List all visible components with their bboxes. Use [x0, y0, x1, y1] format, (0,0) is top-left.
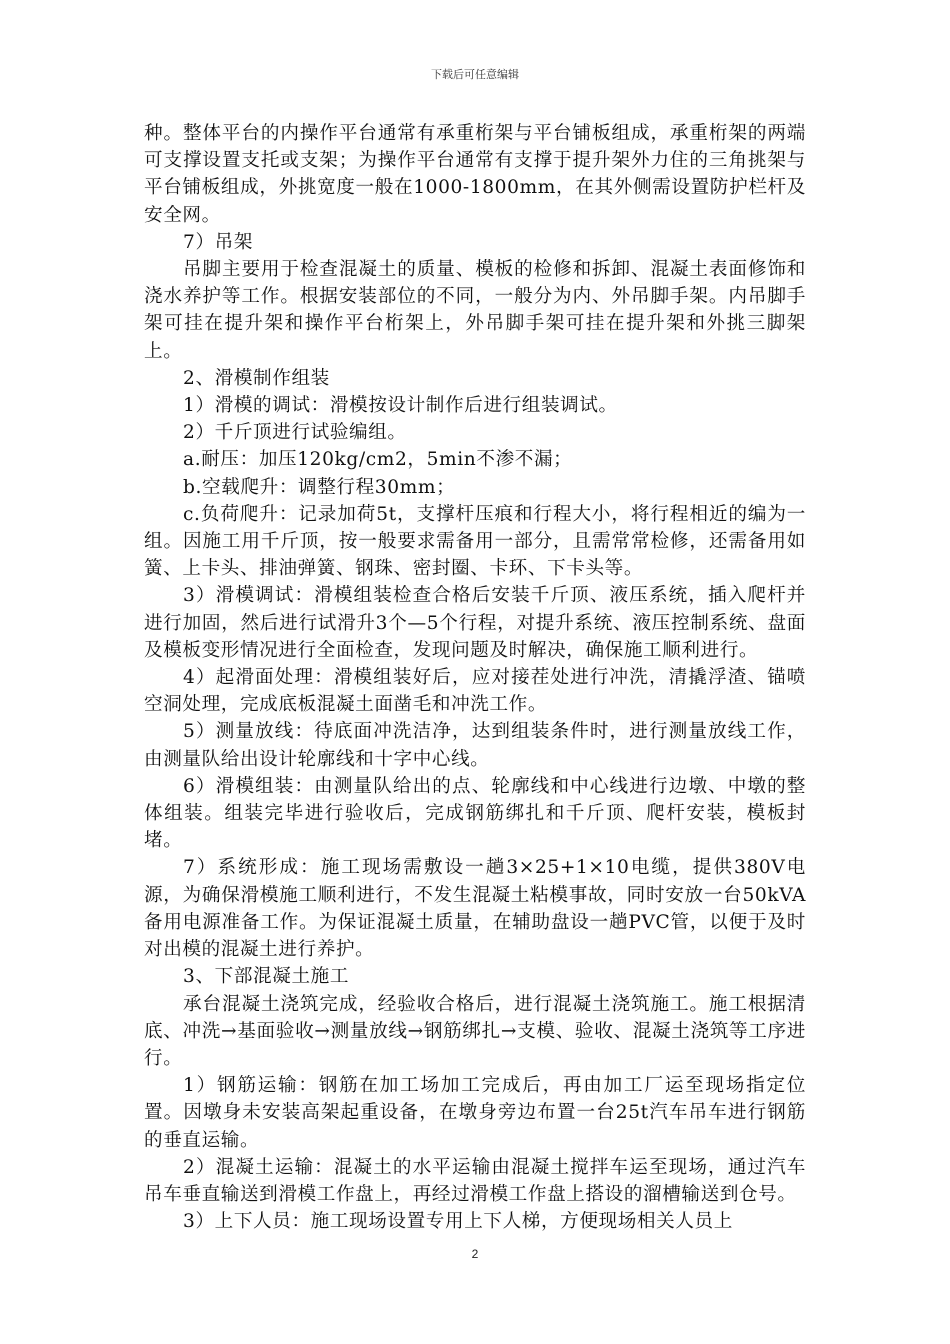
paragraph: 承台混凝土浇筑完成，经验收合格后，进行混凝土浇筑施工。施工根据清底、冲洗→基面验收→测量放线→钢筋绑扎→支模、验收、混凝土浇筑等工序进行。	[144, 993, 806, 1069]
list-item: 1）滑模的调试：滑模按设计制作后进行组装调试。	[183, 395, 618, 417]
list-item: 2）千斤顶进行试验编组。	[183, 422, 407, 444]
document-body	[144, 120, 806, 1235]
section-heading: 7）吊架	[183, 231, 254, 253]
list-item: 7）系统形成：施工现场需敷设一趟3×25+1×10电缆，提供380V电源，为确保滑模施工顺利进行，不发生混凝土粘模事故，同时安放一台50kVA备用电源准备工作。为保证混凝土质量，在辅助盘设一趟PVC管，以便于及时对出模的混凝土进行养护。	[144, 857, 806, 961]
list-item: 3）上下人员：施工现场设置专用上下人梯，方便现场相关人员上	[183, 1211, 733, 1233]
page-header: 下载后可任意编辑	[431, 68, 519, 81]
page-number: 2	[471, 1247, 479, 1261]
list-item: 3）滑模调试：滑模组装检查合格后安装千斤顶、液压系统，插入爬杆并进行加固，然后进行试滑升3个—5个行程，对提升系统、液压控制系统、盘面及模板变形情况进行全面检查，发现问题及时解决，确保施工顺利进行。	[144, 585, 806, 661]
section-heading: 2、滑模制作组装	[183, 367, 330, 389]
list-item: a.耐压：加压120kg/cm2，5min不渗不漏；	[183, 449, 573, 471]
list-item: 6）滑模组装：由测量队给出的点、轮廓线和中心线进行边墩、中墩的整体组装。组装完毕进行验收后，完成钢筋绑扎和千斤顶、爬杆安装，模板封堵。	[144, 775, 806, 852]
list-item: c.负荷爬升：记录加荷5t，支撑杆压痕和行程大小，将行程相近的编为一组。因施工用千斤顶，按一般要求需备用一部分，且需常常检修，还需备用如簧、上卡头、排油弹簧、钢珠、密封圈、卡环、下卡头等。	[144, 503, 806, 580]
list-item: 4）起滑面处理：滑模组装好后，应对接茬处进行冲洗，清撬浮渣、锚喷空洞处理，完成底板混凝土面凿毛和冲洗工作。	[144, 667, 806, 716]
list-item: b.空载爬升：调整行程30mm；	[183, 476, 456, 498]
list-item: 2）混凝土运输：混凝土的水平运输由混凝土搅拌车运至现场，通过汽车吊车垂直输送到滑模工作盘上，再经过滑模工作盘上搭设的溜槽输送到仓号。	[144, 1156, 806, 1205]
paragraph: 种。整体平台的内操作平台通常有承重桁架与平台铺板组成，承重桁架的两端可支撑设置支托或支架；为操作平台通常有支撑于提升架外力住的三角挑架与平台铺板组成，外挑宽度一般在1000-1800mm，在其外侧需设置防护栏杆及安全网。	[144, 123, 806, 226]
list-item: 1）钢筋运输：钢筋在加工场加工完成后，再由加工厂运至现场指定位置。因墩身未安装高架起重设备，在墩身旁边布置一台25t汽车吊车进行钢筋的垂直运输。	[144, 1075, 806, 1151]
paragraph: 吊脚主要用于检查混凝土的质量、模板的检修和拆卸、混凝土表面修饰和浇水养护等工作。根据安装部位的不同，一般分为内、外吊脚手架。内吊脚手架可挂在提升架和操作平台桁架上，外吊脚手架可挂在提升架和外挑三脚架上。	[144, 259, 806, 362]
list-item: 5）测量放线：待底面冲洗洁净，达到组装条件时，进行测量放线工作，由测量队给出设计轮廓线和十字中心线。	[144, 721, 806, 770]
section-heading: 3、下部混凝土施工	[183, 966, 350, 988]
